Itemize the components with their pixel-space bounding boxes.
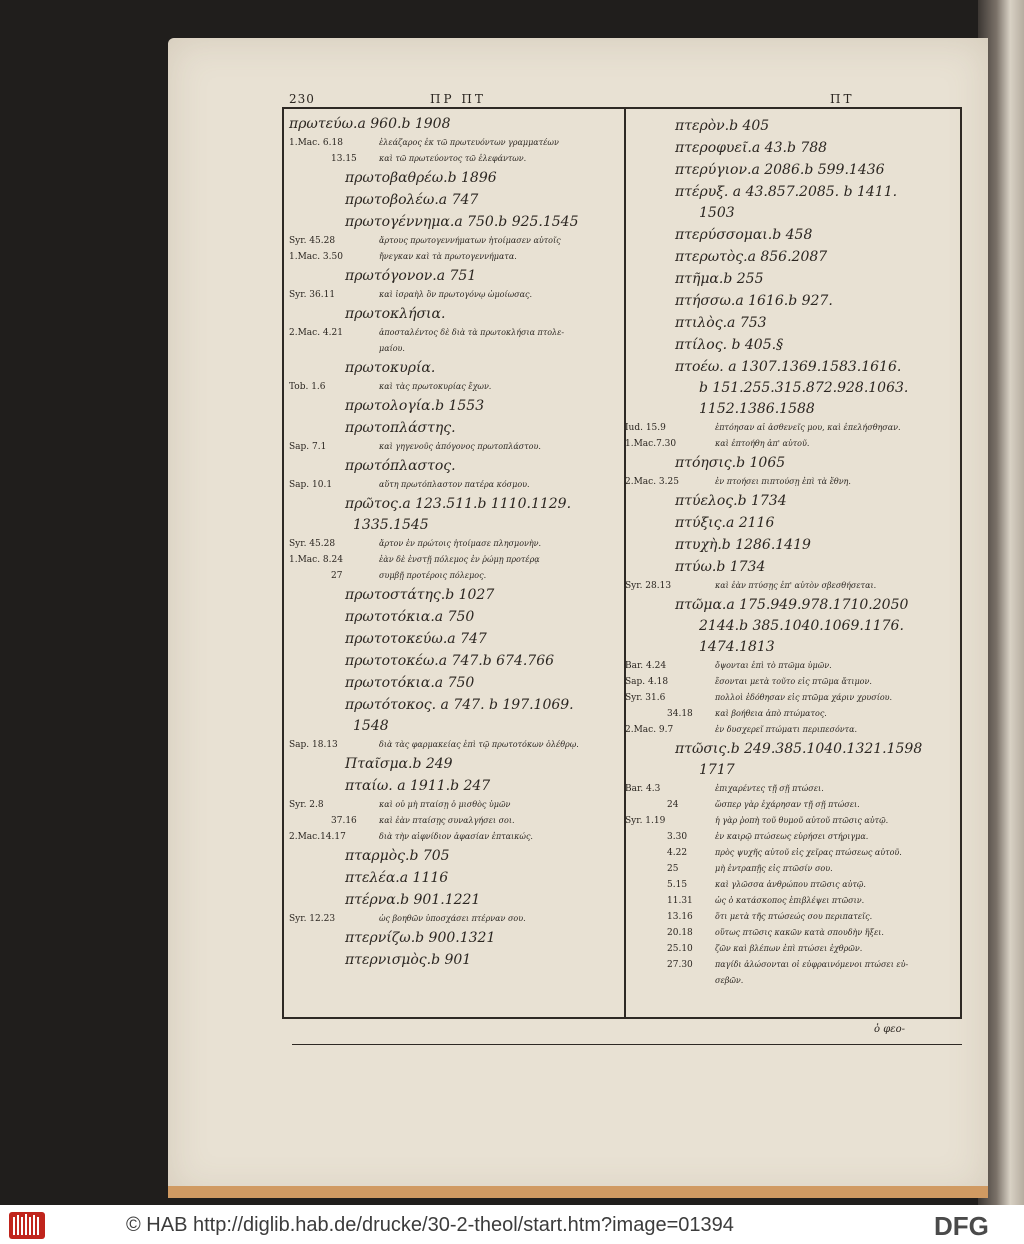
citation-reference: 27 <box>331 571 343 581</box>
citation-reference: Syr. 12.23 <box>289 914 336 924</box>
lemma-entry: πτυχὴ.b 1286.1419 <box>675 537 811 553</box>
citation-reference: 1.Mac. 8.24 <box>289 555 343 565</box>
lemma-entry: πτοέω. a 1307.1369.1583.1616. <box>675 359 902 375</box>
lemma-entry: πρωτόγονον.a 751 <box>345 268 477 284</box>
lemma-entry: πτιλὸς.a 753 <box>675 315 767 331</box>
citation-line <box>289 813 619 829</box>
citation-line <box>289 477 619 493</box>
citation-reference: Syr. 31.6 <box>625 693 666 703</box>
citation-line <box>625 722 958 738</box>
citation-text: ἐλεάζαρος ἐκ τῶ πρωτευόντων γραμματέων <box>379 138 559 147</box>
citation-text: ἡ γὰρ ῥοπὴ τοῦ θυμοῦ αὐτοῦ πτῶσις αὐτῷ. <box>715 816 889 825</box>
citation-reference: Sap. 18.13 <box>289 740 338 750</box>
lemma-entry: πρωτοπλάστης. <box>345 420 456 436</box>
citation-line <box>289 552 619 568</box>
lemma-continuation: 1717 <box>699 762 735 778</box>
citation-line <box>625 973 958 989</box>
citation-reference: Syr. 2.8 <box>289 800 324 810</box>
lemma-entry: πρωτοκυρία. <box>345 360 436 376</box>
citation-text: παγίδι ἁλώσονται οἱ εὐφραινόμενοι πτώσει εὐ- <box>715 960 909 969</box>
citation-line <box>289 233 619 249</box>
citation-line <box>625 706 958 722</box>
citation-reference: 37.16 <box>331 816 357 826</box>
citation-reference: 1.Mac. 6.18 <box>289 138 343 148</box>
citation-text: καὶ τῶ πρωτεύοντος τῶ ἐλεφάντων. <box>379 154 527 163</box>
lemma-entry: πρωτεύω.a 960.b 1908 <box>289 116 451 132</box>
lemma-entry: πτεροφυεῖ.a 43.b 788 <box>675 140 828 156</box>
citation-reference: 1.Mac. 3.50 <box>289 252 343 262</box>
lemma-entry: πτερύσσομαι.b 458 <box>675 227 813 243</box>
citation-reference: 2.Mac. 3.25 <box>625 477 679 487</box>
citation-line <box>625 578 958 594</box>
citation-reference: 2.Mac.14.17 <box>289 832 346 842</box>
citation-line <box>625 925 958 941</box>
citation-line <box>289 737 619 753</box>
footer-bar <box>0 1205 1024 1244</box>
citation-reference: Bar. 4.3 <box>625 784 661 794</box>
citation-text: καὶ ἐπτοήθη ἀπ' αὐτοῦ. <box>715 439 810 448</box>
citation-reference: Sap. 7.1 <box>289 442 327 452</box>
citation-reference: Syr. 45.28 <box>289 236 336 246</box>
citation-line <box>625 474 958 490</box>
lemma-entry: πρωτότοκος. a 747. b 197.1069. <box>345 697 574 713</box>
citation-reference: Iud. 15.9 <box>625 423 666 433</box>
citation-reference: 25.10 <box>667 944 693 954</box>
page-edge <box>168 1186 988 1198</box>
lemma-continuation: 1152.1386.1588 <box>699 401 815 417</box>
lemma-entry: πρωτοτόκια.a 750 <box>345 609 475 625</box>
left-column <box>289 113 619 971</box>
citation-text: ὄψονται ἐπὶ τὸ πτῶμα ὑμῶν. <box>715 661 832 670</box>
citation-text: ὥσπερ γὰρ ἐχάρησαν τῇ σῇ πτώσει. <box>715 800 860 809</box>
citation-text: ὡς ὁ κατάσκοπος ἐπιβλέψει πτῶσιν. <box>715 896 865 905</box>
citation-text: ἐν πτοήσει πιπτούσῃ ἐπὶ τὰ ἔθνη. <box>715 477 851 486</box>
citation-text: καὶ γλῶσσα ἀνθρώπου πτῶσις αὐτῷ. <box>715 880 866 889</box>
citation-line <box>625 674 958 690</box>
citation-reference: 1.Mac.7.30 <box>625 439 677 449</box>
citation-line <box>625 658 958 674</box>
citation-reference: 27.30 <box>667 960 693 970</box>
rule-right <box>960 107 962 1019</box>
citation-text: ἄρτον ἐν πρώτοις ἡτοίμασε πλησμονὴν. <box>379 539 542 548</box>
citation-reference: Syr. 28.13 <box>625 581 672 591</box>
citation-text: καὶ οὐ μὴ πταίσῃ ὁ μισθὸς ὑμῶν <box>379 800 511 809</box>
citation-reference: Sap. 10.1 <box>289 480 333 490</box>
citation-line <box>625 861 958 877</box>
citation-text: ἄρτους πρωτογεννήματων ἡτοίμασεν αὐτοῖς <box>379 236 561 245</box>
lemma-entry: πτύω.b 1734 <box>675 559 766 575</box>
citation-reference: 13.15 <box>331 154 357 164</box>
lemma-entry: πτόησις.b 1065 <box>675 455 786 471</box>
citation-line <box>625 420 958 436</box>
citation-reference: Syr. 1.19 <box>625 816 666 826</box>
lemma-continuation: 1503 <box>699 205 735 221</box>
citation-text: ἐπιχαρέντες τῇ σῇ πτώσει. <box>715 784 824 793</box>
hab-logo-icon <box>8 1209 46 1241</box>
lemma-continuation: b 151.255.315.872.928.1063. <box>699 380 909 396</box>
citation-line <box>625 893 958 909</box>
lemma-entry: πτερύγιον.a 2086.b 599.1436 <box>675 162 885 178</box>
lemma-entry: πτερὸν.b 405 <box>675 118 770 134</box>
citation-text: συμβῇ προτέροις πόλεμος. <box>379 571 487 580</box>
citation-line <box>625 829 958 845</box>
lemma-entry: Πταῖσμα.b 249 <box>345 756 453 772</box>
citation-line <box>625 941 958 957</box>
lemma-entry: πρωτοστάτης.b 1027 <box>345 587 495 603</box>
citation-text: ὡς βοηθῶν ὑποσχάσει πτέρναν σου. <box>379 914 526 923</box>
lemma-entry: πταίω. a 1911.b 247 <box>345 778 491 794</box>
citation-reference: Syr. 45.28 <box>289 539 336 549</box>
citation-text: ἐπτόησαν αἱ ἀσθενεῖς μου, καὶ ἐπελήσθησαν. <box>715 423 901 432</box>
lemma-entry: πρωτοτοκέω.a 747.b 674.766 <box>345 653 555 669</box>
lemma-entry: πταρμὸς.b 705 <box>345 848 450 864</box>
citation-line <box>625 797 958 813</box>
citation-text: ἤνεγκαν καὶ τὰ πρωτογεννήματα. <box>379 252 517 261</box>
citation-reference: Syr. 36.11 <box>289 290 336 300</box>
right-column <box>625 115 958 989</box>
citation-line <box>625 877 958 893</box>
citation-reference: 11.31 <box>667 896 693 906</box>
citation-text: μὴ ἐντραπῇς εἰς πτῶσίν σου. <box>715 864 833 873</box>
lemma-continuation: 1474.1813 <box>699 639 775 655</box>
citation-reference: 2.Mac. 4.21 <box>289 328 343 338</box>
citation-text: πολλοὶ ἐδόθησαν εἰς πτῶμα χάριν χρυσίου. <box>715 693 893 702</box>
citation-text: ἀποσταλέντος δὲ διὰ τὰ πρωτοκλήσια πτολε- <box>379 328 565 337</box>
citation-line <box>625 957 958 973</box>
lemma-entry: πτελέα.a 1116 <box>345 870 449 886</box>
citation-text: ἔσονται μετὰ τοῦτο εἰς πτῶμα ἄτιμον. <box>715 677 872 686</box>
lemma-entry: πρωτόπλαστος. <box>345 458 456 474</box>
page-number: 230 <box>289 92 315 106</box>
lemma-entry: πτερνίζω.b 900.1321 <box>345 930 496 946</box>
rule-left <box>282 107 284 1019</box>
lemma-entry: πτέρυξ. a 43.857.2085. b 1411. <box>675 184 898 200</box>
citation-text: ἐν καιρῷ πτώσεως εὑρήσει στήριγμα. <box>715 832 869 841</box>
citation-reference: Bar. 4.24 <box>625 661 667 671</box>
running-head-right: ΠΤ <box>830 92 855 106</box>
citation-line <box>289 829 619 845</box>
lemma-continuation: 2144.b 385.1040.1069.1176. <box>699 618 904 634</box>
running-head-left: ΠΡ ΠΤ <box>430 92 486 106</box>
lemma-entry: πτῶμα.a 175.949.978.1710.2050 <box>675 597 909 613</box>
lemma-entry: πτερωτὸς.a 856.2087 <box>675 249 828 265</box>
citation-text: σεβῶν. <box>715 976 744 985</box>
citation-text: μαίου. <box>379 344 405 353</box>
lemma-continuation: 1335.1545 <box>353 517 429 533</box>
citation-line <box>289 341 619 357</box>
citation-line <box>289 249 619 265</box>
citation-text: ἐν δυσχερεῖ πτώματι περιπεσόντα. <box>715 725 858 734</box>
lemma-entry: πρωτοβολέω.a 747 <box>345 192 479 208</box>
citation-text: ἐὰν δὲ ἐνστῇ πόλεμος ἐν ῥώμῃ προτέρᾳ <box>379 555 540 564</box>
lemma-entry: πτέρνα.b 901.1221 <box>345 892 481 908</box>
rule-bottom <box>282 1017 962 1019</box>
citation-text: πρὸς ψυχῆς αὐτοῦ εἰς χεῖρας πτώσεως αὐτοῦ. <box>715 848 902 857</box>
lemma-entry: πτήσσω.a 1616.b 927. <box>675 293 833 309</box>
lemma-continuation: 1548 <box>353 718 389 734</box>
citation-line <box>289 439 619 455</box>
citation-line <box>289 151 619 167</box>
citation-line <box>625 909 958 925</box>
citation-reference: 13.16 <box>667 912 693 922</box>
lemma-entry: πτῶσις.b 249.385.1040.1321.1598 <box>675 741 923 757</box>
citation-text: καὶ βοήθεια ἀπὸ πτώματος. <box>715 709 827 718</box>
lemma-entry: πτῆμα.b 255 <box>675 271 764 287</box>
citation-text: καὶ ἰσραὴλ ὃν πρωτογόνῳ ὡμοίωσας. <box>379 290 532 299</box>
lemma-entry: πτύελος.b 1734 <box>675 493 787 509</box>
citation-line <box>625 781 958 797</box>
citation-reference: 2.Mac. 9.7 <box>625 725 674 735</box>
citation-reference: 25 <box>667 864 679 874</box>
lemma-entry: πτερνισμὸς.b 901 <box>345 952 472 968</box>
citation-line <box>289 797 619 813</box>
dfg-label: DFG <box>934 1211 989 1239</box>
citation-line <box>289 135 619 151</box>
catchword: ὁ φεο- <box>874 1024 905 1035</box>
lemma-entry: πτίλος. b 405.§ <box>675 337 784 353</box>
citation-line <box>625 813 958 829</box>
citation-text: ὅτι μετὰ τῆς πτώσεώς σου περιπατεῖς. <box>715 912 873 921</box>
citation-reference: 5.15 <box>667 880 688 890</box>
lemma-entry: πρωτογέννημα.a 750.b 925.1545 <box>345 214 579 230</box>
citation-reference: Sap. 4.18 <box>625 677 669 687</box>
citation-reference: 4.22 <box>667 848 688 858</box>
lemma-entry: πτύξις.a 2116 <box>675 515 775 531</box>
citation-reference: 34.18 <box>667 709 693 719</box>
rule-footer <box>292 1044 962 1045</box>
citation-line <box>289 568 619 584</box>
citation-text: οὕτως πτῶσις κακῶν κατὰ σπουδὴν ἥξει. <box>715 928 884 937</box>
rule-top <box>282 107 962 109</box>
citation-reference: 20.18 <box>667 928 693 938</box>
citation-line <box>289 379 619 395</box>
citation-reference: 24 <box>667 800 679 810</box>
citation-text: καὶ γηγενοῦς ἀπόγονος πρωτοπλάστου. <box>379 442 541 451</box>
citation-text: ζῶν καὶ βλέπων ἐπὶ πτώσει ἐχθρῶν. <box>715 944 863 953</box>
citation-line <box>625 690 958 706</box>
lemma-entry: πρωτοτόκια.a 750 <box>345 675 475 691</box>
citation-text: διὰ τὰς φαρμακείας ἐπὶ τῷ πρωτοτόκων ὀλέθρῳ. <box>379 740 579 749</box>
citation-text: διὰ τὴν αἰφνίδιον ἀφασίαν ἐπταικώς. <box>379 832 533 841</box>
lemma-entry: πρωτοκλήσια. <box>345 306 446 322</box>
citation-text: καὶ ἐὰν πταίσῃς συναλγήσει σοι. <box>379 816 515 825</box>
citation-line <box>625 436 958 452</box>
lemma-entry: πρωτολογία.b 1553 <box>345 398 485 414</box>
citation-reference: 3.30 <box>667 832 688 842</box>
lemma-entry: πρωτοτοκεύω.a 747 <box>345 631 487 647</box>
citation-line <box>289 536 619 552</box>
citation-text: καὶ τὰς πρωτοκυρίας ἔχων. <box>379 382 492 391</box>
footer-copyright-link[interactable]: © HAB http://diglib.hab.de/drucke/30-2-theol/start.htm?image=01394 <box>126 1214 734 1236</box>
citation-line <box>289 911 619 927</box>
dfg-logo-icon <box>932 1211 1018 1239</box>
lemma-entry: πρῶτος.a 123.511.b 1110.1129. <box>345 496 572 512</box>
citation-line <box>289 325 619 341</box>
lemma-entry: πρωτοβαθρέω.b 1896 <box>345 170 497 186</box>
citation-line <box>625 845 958 861</box>
citation-line <box>289 287 619 303</box>
citation-reference: Tob. 1.6 <box>289 382 326 392</box>
citation-text: αὕτη πρωτόπλαστον πατέρα κόσμου. <box>379 480 530 489</box>
citation-text: καὶ ἐὰν πτύσῃς ἐπ' αὐτὸν σβεσθήσεται. <box>715 581 877 590</box>
